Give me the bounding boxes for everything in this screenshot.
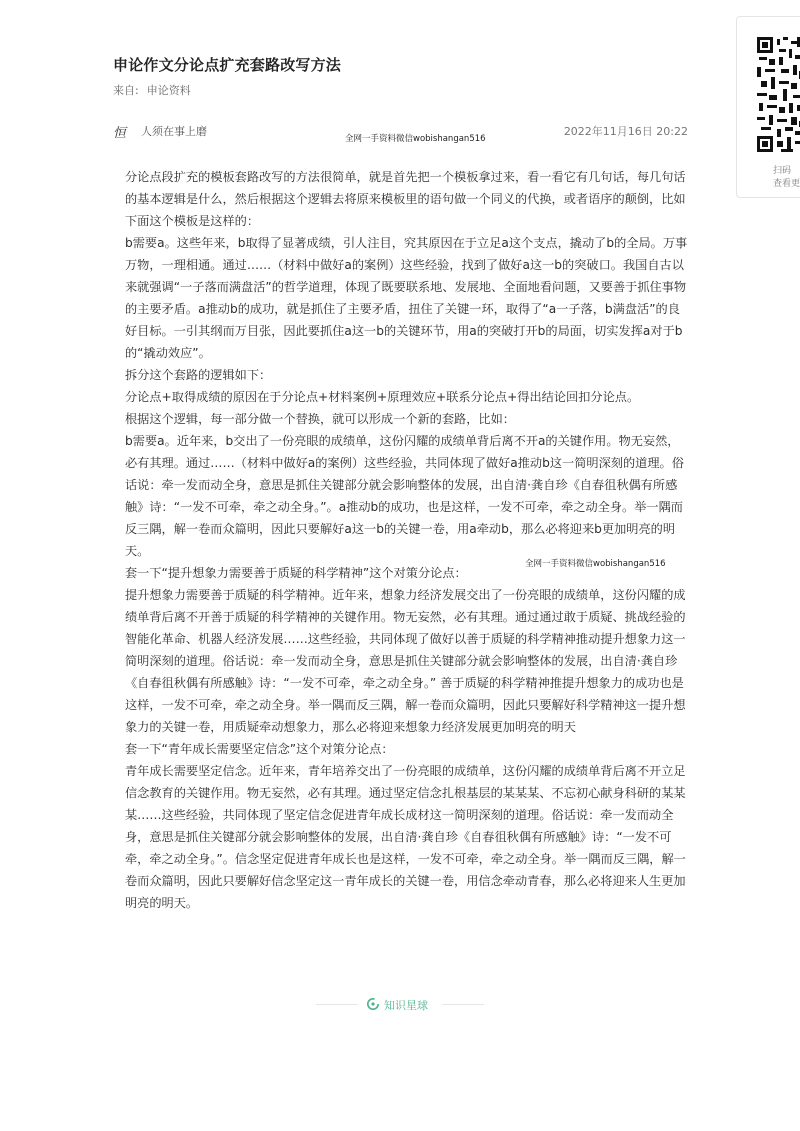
planet-icon [366, 997, 380, 1011]
article-source [113, 82, 191, 98]
paragraph-logic: 分论点+取得成绩的原因在于分论点+材料案例+原理效应+联系分论点+得出结论回扣分论点。 [125, 390, 640, 404]
paragraph-new-template: b需要a。近年来，b交出了一份亮眼的成绩单，这份闪耀的成绩单背后离不开a的关键作用。物无妄然，必有其理。通过……（材料中做好a的案例）这些经验，共同体现了做好a推动b这一简明深刻的道理。俗话说：牵一发而动全身，意思是抓住关键部分就会影响整体的发展，出自清·龚自珍《自春徂秋偶有所感触》诗：“一发不可牵，牵之动全身。”。a推动b的成功，也是这样，一发不可牵，牵之动全身。举一隅而反三隅，解一卷而众篇明，因此只要解好a这一b的关键一卷，用a牵动b，那么必将迎来b更加明亮的明天。 [125, 434, 684, 558]
source-label: 来自: [113, 84, 139, 97]
article-body [125, 166, 688, 914]
paragraph-replace-note: 根据这个逻辑，每一部分做一个替换，就可以形成一个新的套路，比如： [125, 412, 515, 426]
paragraph-intro: 分论点段扩充的模板套路改写的方法很简单，就是首先把一个模板拿过来，看一看它有几句话，每几句话的基本逻辑是什么，然后根据这个逻辑去将原来模板里的语句做一个同义的代换，或者语序的颠倒，比如下面这个模板是这样的： [125, 170, 686, 228]
footer-divider-left [316, 1004, 358, 1005]
paragraph-example1-heading: 套一下“提升想象力需要善于质疑的科学精神”这个对策分论点： [125, 566, 467, 580]
paragraph-example2: 青年成长需要坚定信念。近年来，青年培养交出了一份亮眼的成绩单，这份闪耀的成绩单背后离不开立足信念教育的关键作用。物无妄然，必有其理。通过坚定信念扎根基层的某某某、不忘初心献身科研的某某某……这些经验，共同体现了坚定信念促进青年成长成材这一简明深刻的道理。俗话说：牵一发而动全身，意思是抓住关键部分就会影响整体的发展，出自清·龚自珍《自春徂秋偶有所感触》诗：“一发不可牵，牵之动全身。”。信念坚定促进青年成长也是这样，一发不可牵，牵之动全身。举一隅而反三隅，解一卷而众篇明，因此只要解好信念坚定这一青年成长的关键一卷，用信念牵动青春，那么必将迎来人生更加明亮的明天。 [125, 764, 686, 910]
watermark-middle: 全网一手资料微信wobishangan516 [525, 559, 666, 569]
author-row [113, 123, 688, 144]
qr-caption-line1: 扫码 [773, 166, 792, 176]
qr-code-icon [757, 37, 800, 152]
paragraph-example2-heading: 套一下“青年成长需要坚定信念”这个对策分论点： [125, 742, 394, 756]
author-name[interactable]: 人须在事上磨 [141, 125, 207, 138]
publish-date: 2022年11月16日 20:22 [563, 125, 688, 138]
paragraph-logic-heading: 拆分这个套路的逻辑如下： [125, 368, 272, 382]
footer-brand-text: 知识星球 [384, 999, 428, 1012]
qr-panel[interactable] [736, 16, 800, 198]
article-title: 申论作文分论点扩充套路改写方法 [113, 56, 342, 74]
author-avatar[interactable]: 恒 [113, 126, 127, 141]
footer-divider-right [442, 1004, 484, 1005]
paragraph-template: b需要a。这些年来，b取得了显著成绩，引人注目，究其原因在于立足a这个支点，撬动了b的全局。万事万物，一理相通。通过……（材料中做好a的案例）这些经验，找到了做好a这一b的突破口。我国自古以来就强调“一子落而满盘活”的哲学道理，体现了既要联系地、发展地、全面地看问题，又要善于抓住事物的主要矛盾。a推动b的成功，就是抓住了主要矛盾，扭住了关键一环，取得了“a一子落，b满盘活”的良好目标。一引其纲而万目张，因此要抓住a这一b的关键环节，用a的突破打开b的局面，切实发挥a对于b的“撬动效应”。 [125, 236, 688, 360]
qr-caption-line2: 查看更 [773, 179, 800, 189]
watermark-top: 全网一手资料微信wobishangan516 [345, 134, 486, 144]
source-link[interactable]: 申论资料 [146, 84, 191, 97]
paragraph-example1: 提升想象力需要善于质疑的科学精神。近年来，想象力经济发展交出了一份亮眼的成绩单，这份闪耀的成绩单背后离不开善于质疑的科学精神的关键作用。物无妄然，必有其理。通过通过敢于质疑、挑战经验的智能化革命、机器人经济发展……这些经验，共同体现了做好以善于质疑的科学精神推动提升想象力这一简明深刻的道理。俗话说：牵一发而动全身，意思是抓住关键部分就会影响整体的发展，出自清·龚自珍《自春徂秋偶有所感触》诗：“一发不可牵，牵之动全身。” 善于质疑的科学精神推提升想象力的成功也是这样，一发不可牵，牵之动全身。举一隅而反三隅，解一卷而众篇明，因此只要解好科学精神这一提升想象力的关键一卷，用质疑牵动想象力，那么必将迎来想象力经济发展更加明亮的明天 [125, 588, 686, 734]
footer-brand[interactable] [316, 995, 484, 1015]
